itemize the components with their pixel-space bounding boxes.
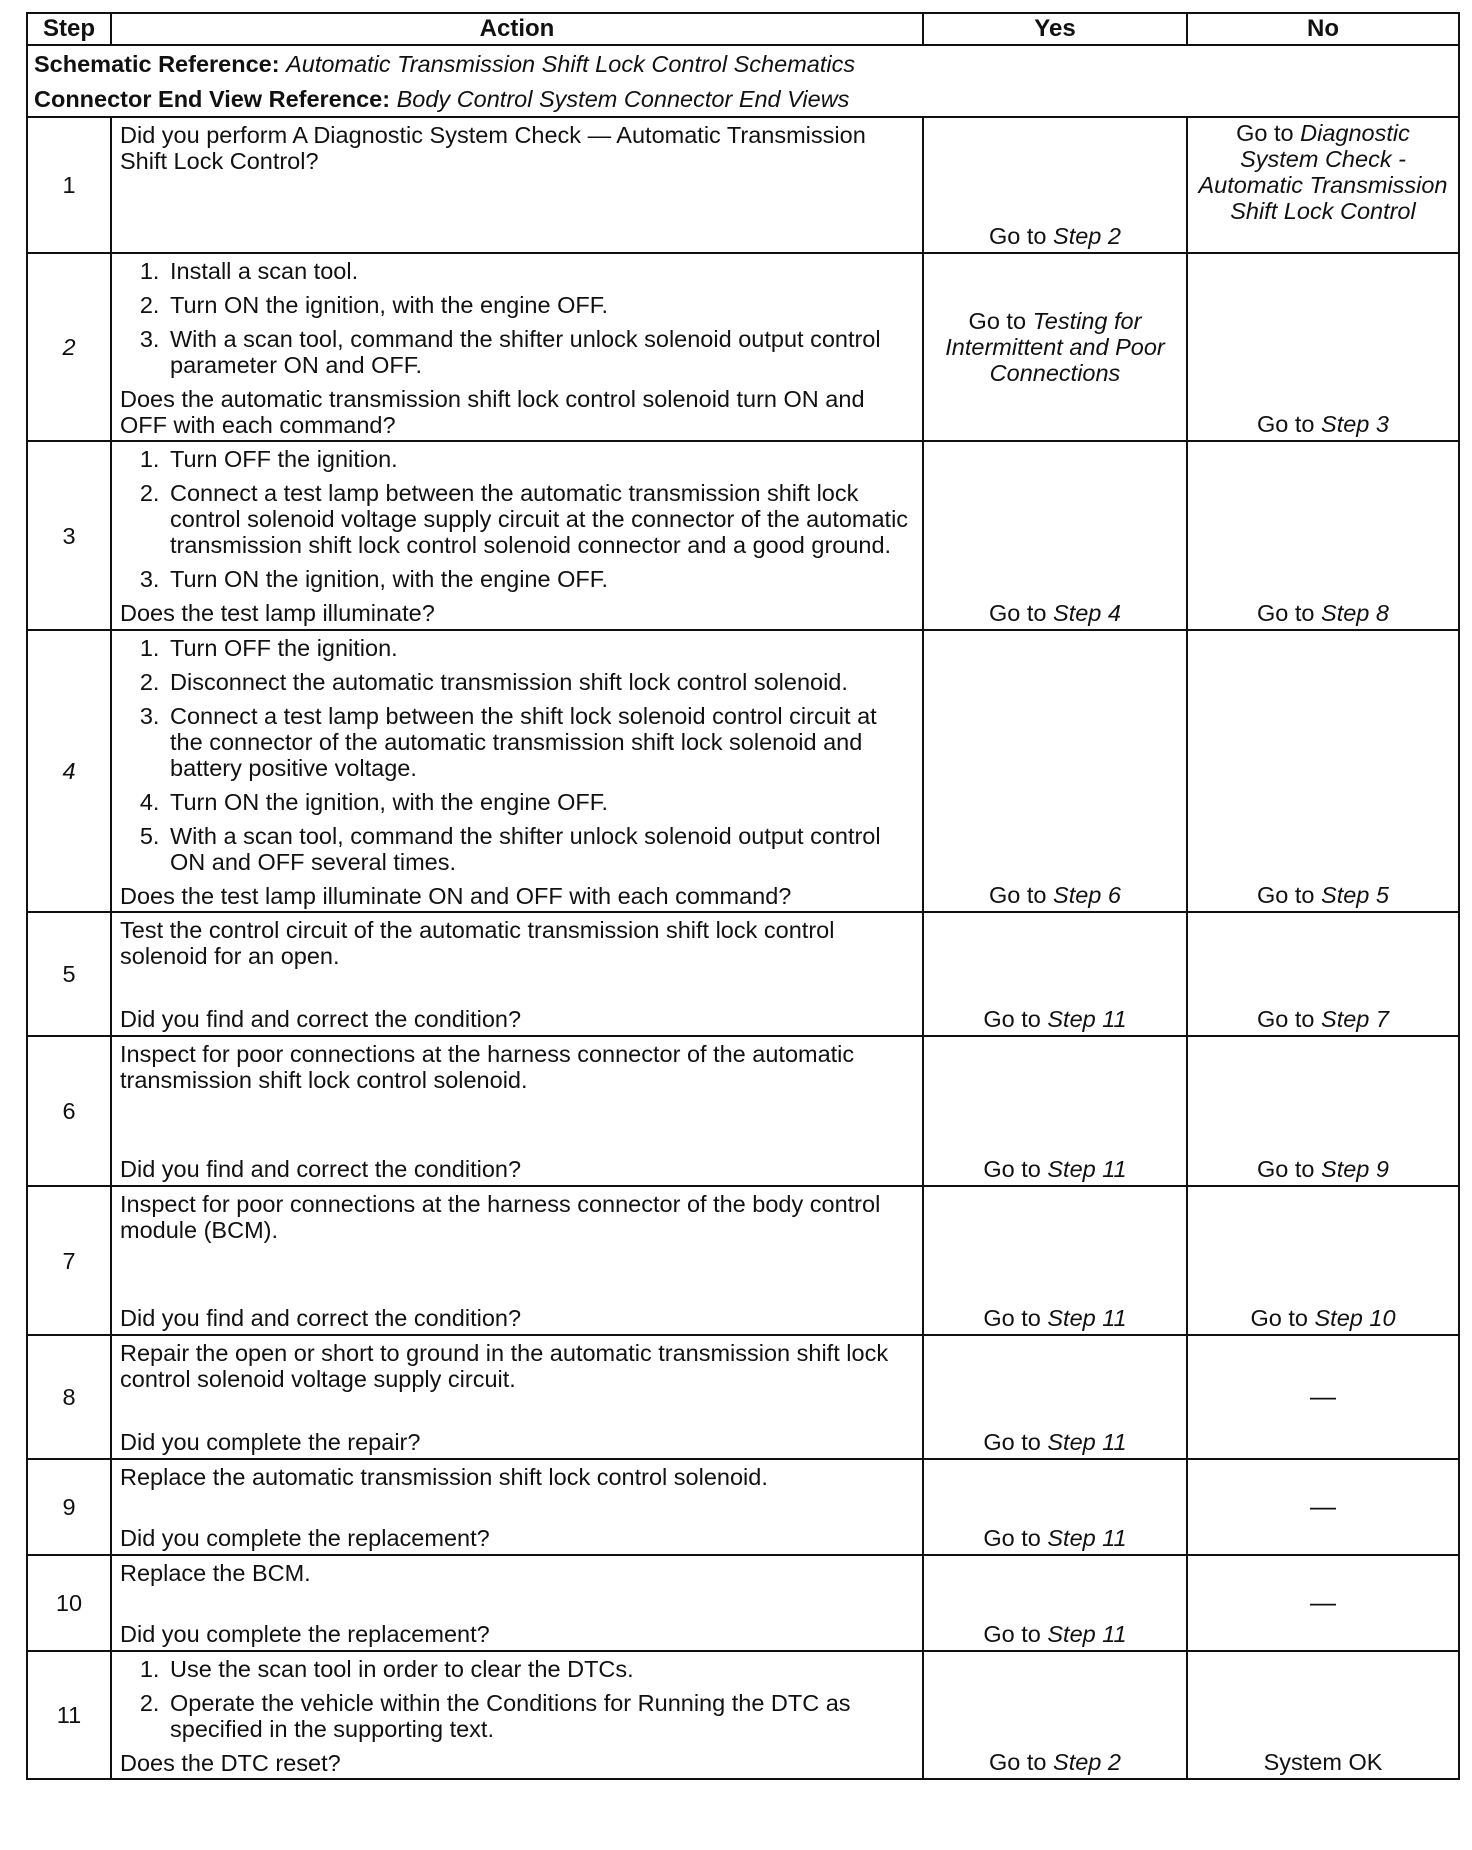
yes-cell <box>923 1186 1187 1335</box>
step-number: 3 <box>27 441 111 630</box>
go-to-label: Go to <box>983 1156 1041 1182</box>
substep: 1. Install a scan tool. <box>166 258 914 284</box>
header-yes: Yes <box>923 13 1187 45</box>
no-link[interactable]: Step 3 <box>1321 411 1389 437</box>
step-question: Did you find and correct the condition? <box>120 1006 522 1032</box>
step-row <box>27 1186 1459 1335</box>
step-action-text: Inspect for poor connections at the harness connector of the automatic transmission shift lock control solenoid. <box>120 1041 855 1093</box>
step-row <box>27 117 1459 253</box>
connector-reference-link[interactable]: Body Control System Connector End Views <box>396 85 850 112</box>
go-to-label: Go to <box>1257 1156 1315 1182</box>
step-action <box>111 1459 923 1555</box>
step-row <box>27 630 1459 912</box>
not-applicable-dash: — <box>1310 1381 1336 1411</box>
no-cell <box>1187 912 1459 1036</box>
yes-cell <box>923 630 1187 912</box>
yes-cell <box>923 1036 1187 1186</box>
substep: 3. With a scan tool, command the shifter unlock solenoid output control parameter ON and OFF. <box>166 326 914 378</box>
go-to-label: Go to <box>983 1525 1041 1551</box>
schematic-reference-link[interactable]: Automatic Transmission Shift Lock Control Schematics <box>286 50 856 77</box>
yes-link[interactable]: Step 6 <box>1053 882 1121 908</box>
step-row <box>27 1555 1459 1651</box>
step-question: Does the DTC reset? <box>120 1750 341 1776</box>
substep: 5. With a scan tool, command the shifter unlock solenoid output control ON and OFF several times. <box>166 823 914 875</box>
not-applicable-dash: — <box>1310 1587 1336 1617</box>
connector-reference-label: Connector End View Reference: <box>34 85 391 112</box>
step-question: Did you complete the replacement? <box>120 1621 490 1647</box>
no-link[interactable]: Step 9 <box>1321 1156 1389 1182</box>
go-to-label: Go to <box>989 1749 1047 1775</box>
yes-cell <box>923 253 1187 441</box>
step-action-text: Test the control circuit of the automatic transmission shift lock control solenoid for an open. <box>120 917 835 969</box>
no-cell <box>1187 1036 1459 1186</box>
step-action-text: Did you perform A Diagnostic System Check — Automatic Transmission Shift Lock Control? <box>120 122 866 174</box>
substep: 2. Operate the vehicle within the Conditions for Running the DTC as specified in the supporting text. <box>166 1690 914 1742</box>
yes-cell <box>923 912 1187 1036</box>
step-question: Does the test lamp illuminate ON and OFF with each command? <box>120 883 792 909</box>
go-to-label: Go to <box>1257 882 1315 908</box>
substep-list <box>120 258 914 378</box>
go-to-label: Go to <box>1257 600 1315 626</box>
step-number: 8 <box>27 1335 111 1459</box>
no-cell <box>1187 1555 1459 1651</box>
no-cell <box>1187 630 1459 912</box>
yes-cell <box>923 1651 1187 1779</box>
step-row <box>27 1335 1459 1459</box>
step-action <box>111 253 923 441</box>
go-to-label: Go to <box>1250 1305 1308 1331</box>
go-to-label: Go to <box>983 1006 1041 1032</box>
yes-link[interactable]: Testing for Intermittent and Poor Connections <box>945 307 1165 386</box>
step-question: Did you complete the replacement? <box>120 1525 490 1551</box>
yes-cell <box>923 1555 1187 1651</box>
no-cell <box>1187 441 1459 630</box>
yes-cell <box>923 441 1187 630</box>
step-number: 2 <box>27 253 111 441</box>
step-action <box>111 1335 923 1459</box>
go-to-label: Go to <box>983 1305 1041 1331</box>
yes-link[interactable]: Step 11 <box>1047 1156 1127 1182</box>
go-to-label: Go to <box>1236 120 1294 146</box>
step-question: Does the automatic transmission shift lock control solenoid turn ON and OFF with each command? <box>120 386 865 438</box>
header-action: Action <box>111 13 923 45</box>
go-to-label: Go to <box>1257 411 1315 437</box>
step-number: 6 <box>27 1036 111 1186</box>
substep: 1. Use the scan tool in order to clear the DTCs. <box>166 1656 914 1682</box>
no-cell <box>1187 117 1459 253</box>
no-link[interactable]: Step 8 <box>1321 600 1389 626</box>
step-question: Does the test lamp illuminate? <box>120 600 435 626</box>
yes-link[interactable]: Step 11 <box>1047 1006 1127 1032</box>
step-action-text: Inspect for poor connections at the harness connector of the body control module (BCM). <box>120 1191 881 1243</box>
step-row <box>27 441 1459 630</box>
step-action-text: Replace the automatic transmission shift lock control solenoid. <box>120 1464 768 1490</box>
substep-list <box>120 635 914 875</box>
substep: 3. Turn ON the ignition, with the engine OFF. <box>166 566 914 592</box>
schematic-reference <box>27 45 1459 81</box>
step-row <box>27 253 1459 441</box>
step-question: Did you complete the repair? <box>120 1429 421 1455</box>
yes-link[interactable]: Step 2 <box>1053 1749 1121 1775</box>
system-ok-text: System OK <box>1263 1749 1383 1775</box>
schematic-reference-label: Schematic Reference: <box>34 50 280 77</box>
step-action <box>111 1555 923 1651</box>
step-action <box>111 1651 923 1779</box>
connector-reference-row <box>27 81 1459 117</box>
go-to-label: Go to <box>989 223 1047 249</box>
substep: 2. Turn ON the ignition, with the engine OFF. <box>166 292 914 318</box>
step-action <box>111 1186 923 1335</box>
step-action <box>111 1036 923 1186</box>
go-to-label: Go to <box>989 600 1047 626</box>
step-number: 10 <box>27 1555 111 1651</box>
step-action-text: Repair the open or short to ground in the automatic transmission shift lock control solenoid voltage supply circuit. <box>120 1340 889 1392</box>
step-row <box>27 912 1459 1036</box>
step-question: Did you find and correct the condition? <box>120 1156 522 1182</box>
no-cell <box>1187 253 1459 441</box>
step-action <box>111 441 923 630</box>
yes-link[interactable]: Step 2 <box>1053 223 1121 249</box>
go-to-label: Go to <box>968 307 1027 334</box>
no-link[interactable]: Step 7 <box>1321 1006 1389 1032</box>
step-row <box>27 1459 1459 1555</box>
substep: 4. Turn ON the ignition, with the engine OFF. <box>166 789 914 815</box>
step-question: Did you find and correct the condition? <box>120 1305 522 1331</box>
yes-link[interactable]: Step 11 <box>1047 1525 1127 1551</box>
yes-cell <box>923 1335 1187 1459</box>
substep: 1. Turn OFF the ignition. <box>166 446 914 472</box>
go-to-label: Go to <box>1257 1006 1315 1032</box>
yes-link[interactable]: Step 11 <box>1047 1305 1127 1331</box>
substep-list <box>120 446 914 592</box>
schematic-reference-row <box>27 45 1459 81</box>
connector-reference <box>27 81 1459 117</box>
step-action <box>111 630 923 912</box>
substep: 1. Turn OFF the ignition. <box>166 635 914 661</box>
substep: 3. Connect a test lamp between the shift lock solenoid control circuit at the connector of the automatic transmission shift lock solenoid and battery positive voltage. <box>166 703 914 781</box>
go-to-label: Go to <box>983 1429 1041 1455</box>
no-link[interactable]: Diagnostic System Check - Automatic Transmission Shift Lock Control <box>1198 120 1448 224</box>
step-action-text: Replace the BCM. <box>120 1560 311 1586</box>
step-action <box>111 117 923 253</box>
step-number: 4 <box>27 630 111 912</box>
no-cell <box>1187 1186 1459 1335</box>
yes-link[interactable]: Step 11 <box>1047 1429 1127 1455</box>
go-to-label: Go to <box>989 882 1047 908</box>
yes-link[interactable]: Step 4 <box>1053 600 1121 626</box>
yes-cell <box>923 1459 1187 1555</box>
no-cell <box>1187 1459 1459 1555</box>
no-cell <box>1187 1651 1459 1779</box>
substep: 2. Connect a test lamp between the automatic transmission shift lock control solenoid voltage supply circuit at the connector of the automatic transmission shift lock control solenoid connector and a good ground. <box>166 480 914 558</box>
no-link[interactable]: Step 10 <box>1314 1305 1396 1331</box>
substep-list <box>120 1656 914 1742</box>
step-number: 1 <box>27 117 111 253</box>
yes-cell <box>923 117 1187 253</box>
header-step: Step <box>27 13 111 45</box>
header-row <box>27 13 1459 45</box>
step-row <box>27 1651 1459 1779</box>
no-cell <box>1187 1335 1459 1459</box>
step-row <box>27 1036 1459 1186</box>
diagnostic-table <box>26 12 1460 1780</box>
yes-link[interactable]: Step 11 <box>1047 1621 1127 1647</box>
step-number: 7 <box>27 1186 111 1335</box>
step-action <box>111 912 923 1036</box>
not-applicable-dash: — <box>1310 1491 1336 1521</box>
no-link[interactable]: Step 5 <box>1321 882 1389 908</box>
substep: 2. Disconnect the automatic transmission shift lock control solenoid. <box>166 669 914 695</box>
step-number: 5 <box>27 912 111 1036</box>
header-no: No <box>1187 13 1459 45</box>
step-number: 9 <box>27 1459 111 1555</box>
go-to-label: Go to <box>983 1621 1041 1647</box>
step-number: 11 <box>27 1651 111 1779</box>
